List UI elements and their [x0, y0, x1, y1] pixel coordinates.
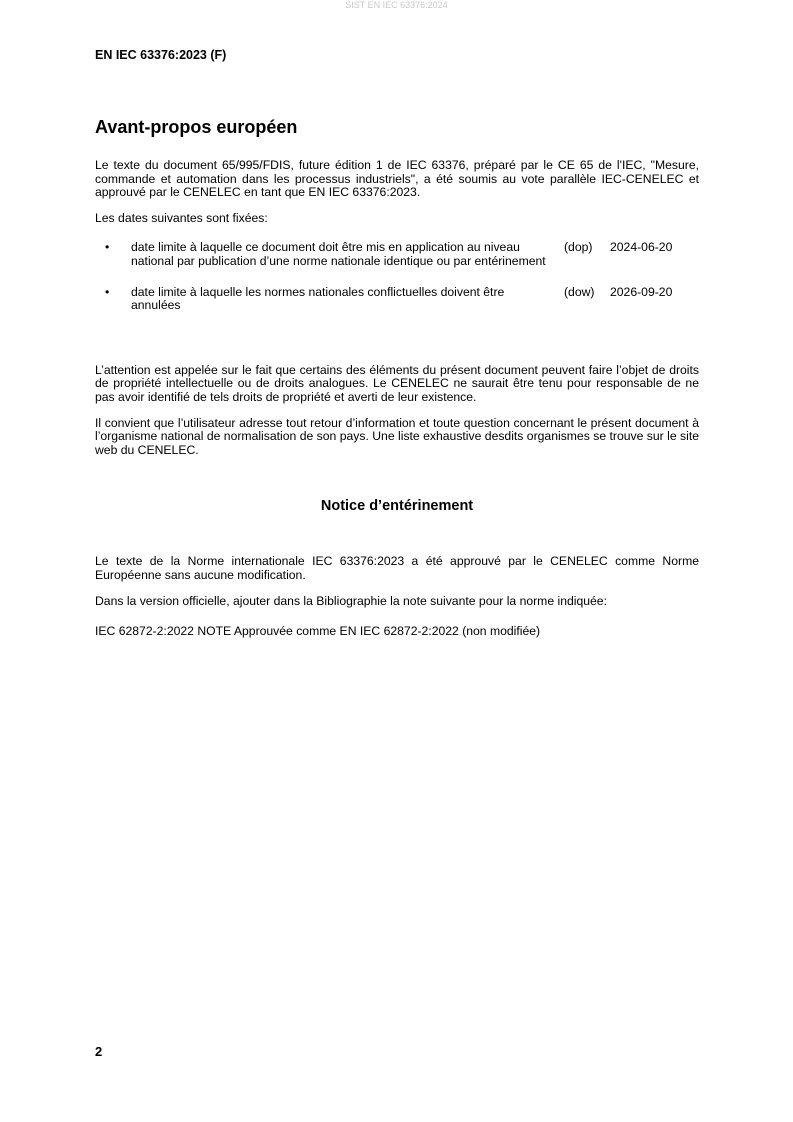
- bibliography-instruction: Dans la version officielle, ajouter dans la Bibliographie la note suivante pour la norme indiquée:: [95, 593, 607, 608]
- date-value: 2024-06-20: [610, 240, 673, 255]
- endorsement-title: Notice d’entérinement: [320, 498, 474, 515]
- patent-notice: L’attention est appelée sur le fait que certains des éléments du présent document peuvent faire l’objet de droits de propriété intellectuelle ou de droits analogues. Le CENELEC ne saurait être tenu pour responsable de ne pas avoir identifié de tels droits de propriété et averti de leur existence.: [95, 362, 699, 404]
- date-code: (dow): [564, 284, 595, 299]
- bullet: •: [105, 284, 110, 299]
- foreword-intro: Le texte du document 65/995/FDIS, future édition 1 de IEC 63376, préparé par le CE 65 de l'IEC, "Mesure, commande et automation dans les processus industriels", a été soumis au vote parallèle IEC-CENELEC et approuvé par le CENELEC en tant que EN IEC 63376:2023.: [95, 158, 699, 200]
- page-content: [95, 116, 699, 651]
- bullet: •: [105, 240, 110, 255]
- endorsement-text: Le texte de la Norme internationale IEC 63376:2023 a été approuvé par le CENELEC comme Norme Européenne sans aucune modification.: [95, 554, 699, 582]
- date-value: 2026-09-20: [610, 284, 673, 299]
- date-code: (dop): [564, 240, 593, 255]
- feedback-notice: Il convient que l’utilisateur adresse tout retour d’information et toute question concernant le présent document à l’organisme national de normalisation de son pays. Une liste exhaustive desdits organismes se trouve sur le site web du CENELEC.: [95, 415, 699, 457]
- date-description: date limite à laquelle les normes nationales conflictuelles doivent être annulées: [131, 284, 505, 313]
- date-item-dow: [95, 286, 699, 313]
- foreword-title: Avant-propos européen: [95, 117, 298, 137]
- watermark: SIST EN IEC 63376:2024: [345, 0, 448, 10]
- date-description: date limite à laquelle ce document doit être mis en application au niveau national par publication d’une norme nationale identique ou par entérinement: [131, 240, 546, 268]
- date-item-dop: [95, 241, 699, 268]
- dates-list: [95, 241, 699, 312]
- document-id: EN IEC 63376:2023 (F): [95, 48, 227, 62]
- bibliography-note: IEC 62872-2:2022 NOTE Approuvée comme EN IEC 62872-2:2022 (non modifiée): [95, 624, 541, 639]
- page-number: 2: [95, 1044, 103, 1059]
- dates-intro: Les dates suivantes sont fixées:: [95, 210, 268, 225]
